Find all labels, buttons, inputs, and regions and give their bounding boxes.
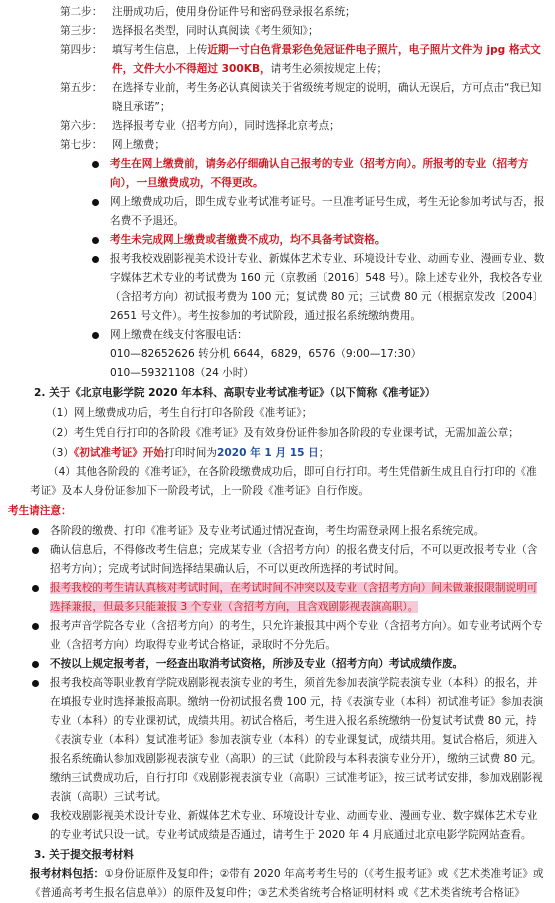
step-label: 第五步：	[60, 82, 103, 94]
step-text: 请考生必须按规定上传；	[270, 63, 388, 75]
bullet-item: 考生在网上缴费前，请务必仔细确认自己报考的专业（招考方向）。所报考的专业（招考方向），一旦缴费成功，不得更改。	[6, 155, 547, 193]
notice-item: 我校戏剧影视美术设计专业、新媒体艺术专业、环境设计专业、动画专业、漫画专业、数字媒体艺术专业的专业考试只设一试。专业考试成绩是否通过，请考生于 2020 年 4 月底通过北京电影学院网站查看。	[6, 807, 547, 845]
photo-requirement: 近期一寸白色背景彩色免冠证件电子照片，电子照片文件为 jpg 格式文件，文件大小不得超过 300KB，	[112, 44, 541, 75]
payment-bullets	[6, 155, 547, 383]
list-item: （4）其他各阶段的《准考证》，在各阶段缴费成功后，即可自行打印。考生凭借新生成且自行打印的《准考证》及本人身份证参加下一阶段考试，上一阶段《准考证》自行作废。	[30, 466, 537, 497]
step-text: 注册成功后，使用身份证件号和密码登录报名系统；	[112, 6, 356, 18]
notice-item: 确认信息后，不得修改考生信息；完成某专业（含招考方向）的报名费支付后，不可以更改报考专业（含招考方向）；完成考试时间选择结果确认后，不可以更改所选择的考试时间。	[6, 541, 547, 579]
bullet-item: 网上缴费成功后，即生成专业考试准考证号。一旦准考证号生成，考生无论参加考试与否，报名费不予退还。	[6, 193, 547, 231]
notice-item: 各阶段的缴费、打印《准考证》及专业考试通过情况查询，考生均需登录网上报名系统完成。	[6, 522, 547, 541]
step-text: 选择报考专业（招考方向），同时选择北京考点；	[112, 120, 340, 132]
step-text: 在选择专业前，考生务必认真阅读关于省级统考规定的说明，确认无误后，方可点击“我已知晓且承诺”；	[112, 82, 542, 113]
step-4	[6, 41, 547, 79]
bullet-dot-icon	[32, 623, 39, 630]
materials-paragraph: 报考材料包括：①身份证原件及复印件；②带有 2020 年高考考生号的（《考生报考证》或《艺术类准考证》或《普通高考考生报名信息单》）的原件及复印件；③艺术类省统考合格证明材料 或《艺术类省统考合格证》	[30, 868, 544, 899]
notice-item: 报考声音学院各专业（含招考方向）的考生，只允许兼报其中两个专业（含招考方向）。如专业考试两个专业（含招考方向）均取得专业考试合格证，录取时不分先后。	[6, 617, 547, 655]
step-text: 填写考生信息，上传	[112, 44, 208, 56]
notice-item: 报考我校高等职业教育学院戏剧影视表演专业的考生，须首先参加表演学院表演专业（本科）的报名，并在填报专业时选择兼报高职。缴纳一份初试报名费 100 元，持《表演专业（本科）初试准考证》参加表演专业（本科）的专业课初试，成绩共用。初试合格后，考生进入报名系统缴纳一份复试考试费 80 元，持《表演专业（本科）复试准考证》参加表演专业（本科）的专业课复试，成绩共用。复试合格后，须进入报名系统确认参加戏剧影视表演专业（高职）的三试（此阶段与本科表演专业分开），缴纳三试费 80 元。缴纳三试费成功后，自行打印《戏剧影视表演专业（高职）三试准考证》，按三试考试安排，参加戏剧影视表演（高职）三试考试。	[6, 674, 547, 807]
step-5	[6, 79, 547, 117]
step-text: 网上缴费；	[112, 139, 165, 151]
print-date: 2020 年 1 月 15 日	[216, 447, 319, 459]
bullet-dot-icon	[32, 585, 39, 592]
notice-title: 考生请注意：	[8, 505, 72, 517]
support-phone: 010—59321108（24 小时）	[110, 367, 254, 379]
step-label: 第二步：	[60, 6, 103, 18]
bullet-dot-icon	[32, 680, 39, 687]
bullet-item: 报考我校戏剧影视美术设计专业、新媒体艺术专业、环境设计专业、动画专业、漫画专业、数字媒体艺术专业的考试费为 160 元（京教函〔2016〕548 号）。除上述专业外，我校各专业（含招考方向）初试报考费为 100 元；复试费 80 元；三试费 80 元（根据京发改〔2004〕2651 号文件）。考生按参加的考试阶段，通过报名系统缴纳费用。	[6, 250, 547, 326]
section-2-heading: 2. 关于《北京电影学院 2020 年本科、高职专业考试准考证》（以下简称《准考证》）	[34, 387, 436, 399]
materials-label: 报考材料包括：	[30, 868, 105, 880]
bullet-item: 网上缴费在线支付客服电话：	[6, 326, 547, 345]
list-item: （1）网上缴费成功后，考生自行打印各阶段《准考证》；	[46, 407, 313, 419]
bullet-dot-icon	[32, 661, 39, 668]
step-3	[6, 22, 547, 41]
list-item: （3）《初试准考证》开始打印时间为2020 年 1 月 15 日；	[46, 447, 330, 459]
bullet-dot-icon	[32, 528, 39, 535]
step-label: 第三步：	[60, 25, 103, 37]
registration-steps	[6, 3, 547, 155]
notice-bullets	[6, 522, 547, 845]
step-label: 第四步：	[60, 44, 103, 56]
bullet-dot-icon	[92, 237, 99, 244]
step-7	[6, 136, 547, 155]
bullet-dot-icon	[32, 547, 39, 554]
list-item: （2）考生凭自行打印的各阶段《准考证》及有效身份证件参加各阶段的专业课考试，无需加盖公章；	[46, 427, 519, 439]
step-text: 选择报名类型，同时认真阅读《考生须知》；	[112, 25, 319, 37]
step-2	[6, 3, 547, 22]
step-label: 第七步：	[60, 139, 103, 151]
bullet-dot-icon	[92, 199, 99, 206]
step-6	[6, 117, 547, 136]
bullet-item: 考生未完成网上缴费或者缴费不成功，均不具备考试资格。	[6, 231, 547, 250]
bullet-dot-icon	[92, 161, 99, 168]
section-3-heading: 3. 关于提交报考材料	[34, 849, 134, 861]
step-label: 第六步：	[60, 120, 103, 132]
notice-item: 报考我校的考生请认真核对考试时间，在考试时间不冲突以及专业（含招考方向）间未做兼报限制说明可选择兼报，但最多只能兼报 3 个专业（含招考方向，且含戏剧影视表演高职）。	[6, 579, 547, 617]
notice-item: 不按以上规定报考者，一经查出取消考试资格，所涉及专业（招考方向）考试成绩作废。	[6, 655, 547, 674]
bullet-dot-icon	[32, 813, 39, 820]
support-phone: 010—82652626 转分机 6644，6829，6576（9:00—17:30）	[110, 348, 422, 360]
bullet-dot-icon	[92, 256, 99, 263]
bullet-dot-icon	[92, 332, 99, 339]
